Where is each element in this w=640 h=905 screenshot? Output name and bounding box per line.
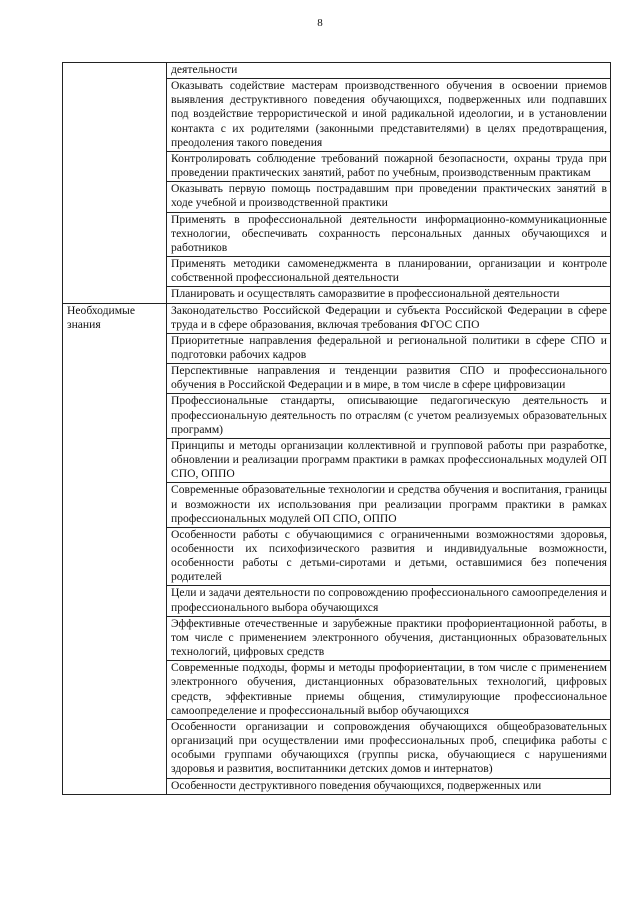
item-cell: Современные образовательные технологии и средства обучения и воспитания, границы и возможности их использования при реализации программ практики в рамках профессиональных модулей ОП СПО, ОППО [167,483,611,527]
item-cell: Применять методики самоменеджмента в планировании, организации и контроле собственной профессиональной деятельности [167,257,611,287]
item-cell: Особенности организации и сопровождения обучающихся общеобразовательных организаций при осуществлении ими профессиональных проб, специфика работы с особыми группами обучающихся (группы риска, обучающиеся с нарушениями здоровья и развития, воспитанники детских домов и интернатов) [167,719,611,778]
item-cell: Цели и задачи деятельности по сопровождению профессионального самоопределения и профессионального выбора обучающихся [167,586,611,616]
item-cell: Перспективные направления и тенденции развития СПО и профессионального обучения в Российской Федерации и в мире, в том числе в сфере цифровизации [167,364,611,394]
item-cell: Применять в профессиональной деятельности информационно-коммуникационные технологии, обеспечивать сохранность персональных данных обучающихся и работников [167,212,611,256]
table-row [63,303,611,333]
category-cell: Необходимые знания [63,303,167,794]
page-number: 8 [317,17,323,29]
item-cell: Профессиональные стандарты, описывающие педагогическую деятельность и профессиональную деятельность по отраслям (с учетом реализуемых образовательных программ) [167,394,611,438]
item-cell: Особенности работы с обучающимися с ограниченными возможностями здоровья, особенности их психофизического развития и индивидуальные возможности, особенности работы с детьми-сиротами и детьми, оставшимися без попечения родителей [167,527,611,586]
competency-table-body [63,63,611,795]
item-cell: Эффективные отечественные и зарубежные практики профориентационной работы, в том числе с применением электронного обучения, дистанционных образовательных технологий, цифровых средств [167,616,611,660]
item-cell: Особенности деструктивного поведения обучающихся, подверженных или [167,778,611,794]
item-cell: Планировать и осуществлять саморазвитие в профессиональной деятельности [167,287,611,303]
item-cell: Оказывать содействие мастерам производственного обучения в освоении приемов выявления деструктивного поведения обучающихся, подверженных или подпавших под воздействие террористической и иной радикальной идеологии, и в установлении контакта с их родителями (законными представителями) в целях предотвращения, преодоления такого поведения [167,79,611,152]
competency-table [62,62,611,795]
table-row [63,63,611,79]
item-cell: Современные подходы, формы и методы профориентации, в том числе с применением электронного обучения, дистанционных образовательных технологий, цифровых средств, эффективные приемы общения, стимулирующие профессиональное самоопределение и профессиональный выбор обучающихся [167,661,611,720]
item-cell: Приоритетные направления федеральной и региональной политики в сфере СПО и подготовки рабочих кадров [167,333,611,363]
item-cell: деятельности [167,63,611,79]
item-cell: Законодательство Российской Федерации и субъекта Российской Федерации в сфере труда и в сфере образования, включая требования ФГОС СПО [167,303,611,333]
item-cell: Контролировать соблюдение требований пожарной безопасности, охраны труда при проведении практических занятий, работ по учебным, производственным практикам [167,151,611,181]
item-cell: Оказывать первую помощь пострадавшим при проведении практических занятий в ходе учебной и производственной практики [167,182,611,212]
category-cell [63,63,167,304]
item-cell: Принципы и методы организации коллективной и групповой работы при разработке, обновлении и реализации программ практики в рамках профессиональных модулей ОП СПО, ОППО [167,438,611,482]
